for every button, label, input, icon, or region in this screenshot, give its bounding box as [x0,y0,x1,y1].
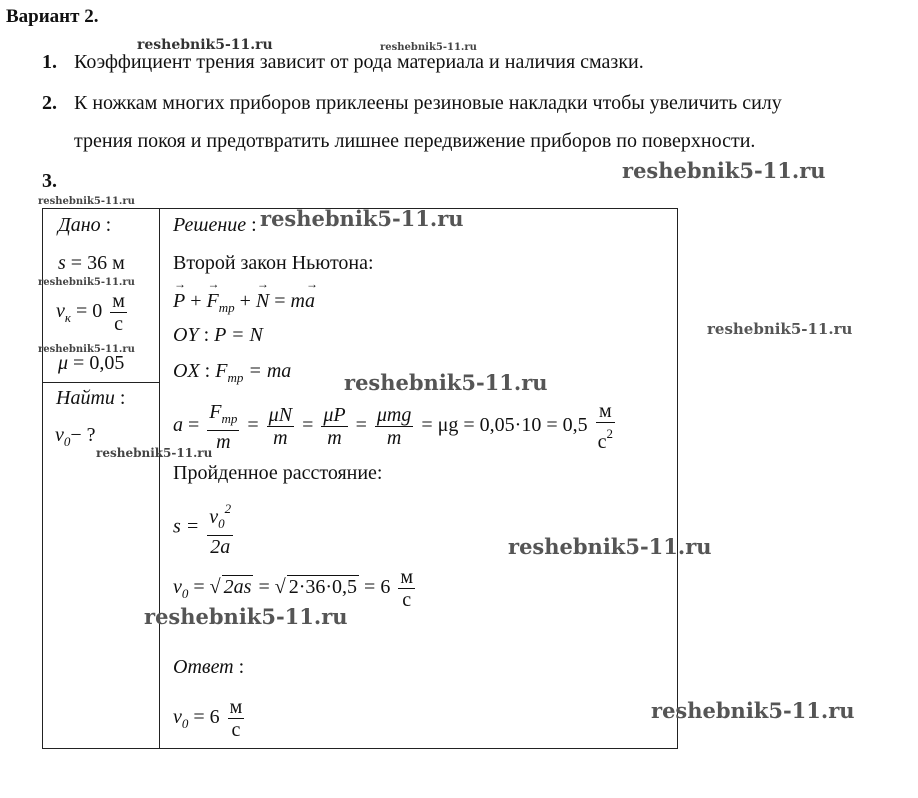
newton-law-label: Второй закон Ньютона: [173,252,374,274]
find-initial-velocity: $v_0-$ ? [55,424,96,449]
given-heading: Дано : [58,214,112,236]
velocity-calculation: $v_0$ = √ 2as = √ 2·36·0,5 = 6 $\frac{м}{с}$ [173,566,413,611]
answer-value: $v_0 = 6$ $\frac{м}{с}$ [173,696,243,741]
item-2-continued: трения покоя и предотвратить лишнее передвижение приборов по поверхности. [74,130,756,152]
watermark-logo: reshebnik5-11.ru [344,370,548,395]
watermark-logo: reshebnik5-11.ru [380,42,477,53]
item-1 [42,51,644,74]
given-divider [42,382,160,383]
item-number: 2. [42,92,57,114]
watermark-logo: reshebnik5-11.ru [137,37,273,53]
watermark-logo: reshebnik5-11.ru [38,277,135,288]
table-divider [159,208,160,749]
item-3-number: 3. [42,170,57,192]
watermark-logo: reshebnik5-11.ru [651,698,855,723]
watermark-logo: reshebnik5-11.ru [38,344,135,355]
acceleration-equation: a = $\frac{F_{тр}}{m}$ = $\frac{\mu N}{m}$ = $\frac{\mu P}{m}$ = $\frac{\text{μmg}}{m}$ = μg = 0,05·10 = 0,5 $\frac{м}{с^2}$ [173,400,613,453]
answer-heading: Ответ : [173,656,245,678]
watermark-logo: reshebnik5-11.ru [38,196,135,207]
ox-projection: OX : $F_{тр}$ = ma [173,360,292,385]
item-2 [42,92,782,115]
item-text: Коэффициент трения зависит от рода материала и наличия смазки. [74,51,644,73]
watermark-logo: reshebnik5-11.ru [508,534,712,559]
watermark-logo: reshebnik5-11.ru [622,158,826,183]
watermark-logo: reshebnik5-11.ru [260,206,464,231]
item-number: 1. [42,51,57,73]
vector-equation: → P + → $F_{тр}$ + → N = m→ a [173,290,315,316]
oy-projection: OY : P = N [173,324,263,346]
watermark-logo: reshebnik5-11.ru [96,446,213,460]
distance-formula: s = $\frac{v_0^2}{2a}$ [173,498,236,558]
watermark-logo: reshebnik5-11.ru [707,320,853,338]
given-final-velocity: $v_к = 0$ $\frac{м}{с}$ [56,290,125,335]
given-distance: s = 36 м [58,252,125,274]
solution-heading: Решение : [173,214,257,236]
watermark-logo: reshebnik5-11.ru [144,604,348,629]
find-heading: Найти : [56,387,126,409]
given-friction-coefficient: μ = 0,05 [58,352,125,374]
distance-label: Пройденное расстояние: [173,462,383,484]
page-title: Вариант 2. [6,6,99,27]
item-text-line1: К ножкам многих приборов приклеены резиновые накладки чтобы увеличить силу [74,92,782,114]
